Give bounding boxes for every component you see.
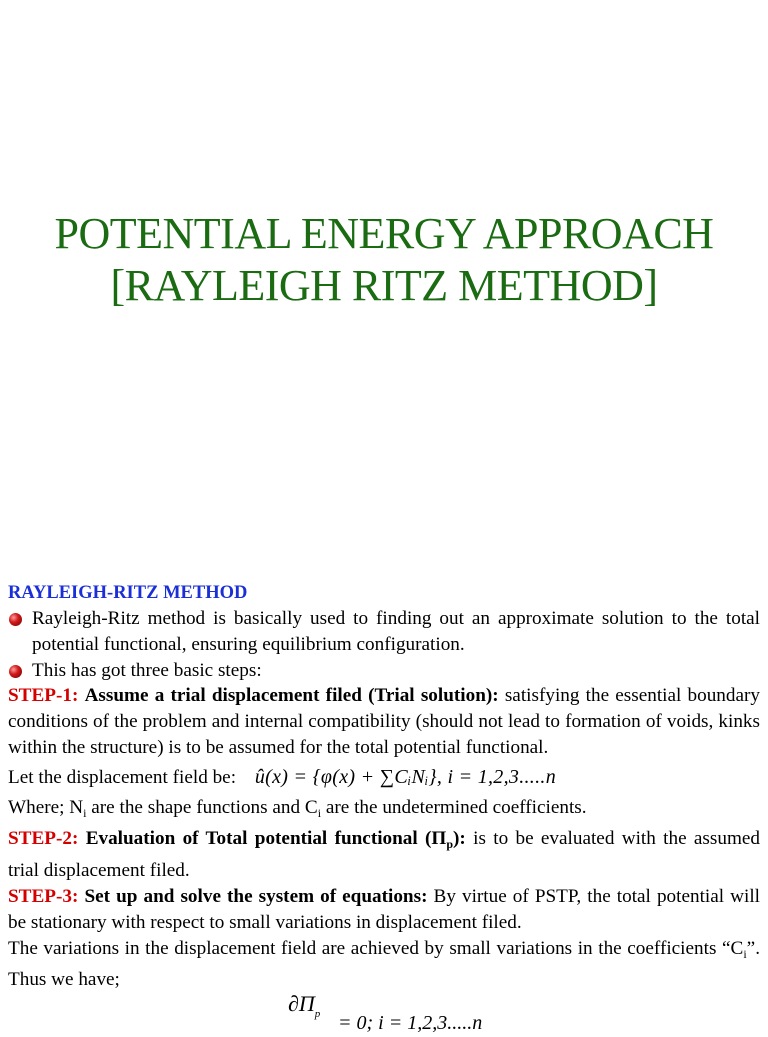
variations-paragraph: [8, 936, 760, 994]
step-2-bold-sub: p: [446, 837, 454, 852]
step-3-bold: Set up and solve the system of equations:: [84, 885, 428, 907]
variations-sub: i: [743, 946, 747, 961]
step-3-paragraph: [8, 884, 760, 936]
bullet-icon: [9, 665, 22, 678]
step-2-bold: [85, 828, 466, 852]
step-2-bold-text: Evaluation of Total potential functional (Π: [85, 828, 447, 850]
let-text: Let the displacement field be:: [8, 766, 237, 788]
step-2-paragraph: [8, 826, 760, 884]
step-1-text: satisfying the essential boundary conditions of the problem and internal compatibility (should not lead to formation of voids, kinks within the structure) is to be assumed for the total potential functional.: [8, 685, 760, 758]
bullet-text-2: This has got three basic steps:: [32, 659, 262, 681]
where-sub-2: i: [317, 805, 322, 820]
variations-text-a: The variations in the displacement field are achieved by small variations in the coefficients “C: [8, 937, 744, 959]
section-heading: RAYLEIGH-RITZ METHOD: [8, 583, 248, 603]
where-sub-1: i: [83, 805, 87, 820]
title-line-1: POTENTIAL ENERGY APPROACH: [54, 209, 714, 258]
step-3-text: By virtue of PSTP, the total potential will be stationary with respect to small variations in displacement filed.: [8, 885, 760, 933]
title-line-2: [RAYLEIGH RITZ METHOD]: [110, 261, 658, 310]
where-text-a: Where; N: [8, 796, 84, 818]
where-line: [8, 795, 760, 827]
displacement-line: [8, 765, 760, 791]
equation-numerator: [288, 991, 320, 1028]
where-text-b: are the shape functions and C: [91, 796, 318, 818]
where-text-c: are the undetermined coefficients.: [325, 796, 587, 818]
trial-formula: û(x) = {φ(x) + ∑CᵢNᵢ}, i = 1,2,3.....n: [254, 765, 556, 788]
bullet-icon: [9, 613, 22, 626]
content-body: [8, 580, 760, 1033]
variations-text-b: ”. Thus we have;: [8, 937, 760, 991]
page-title: [0, 208, 768, 312]
step-3-label: STEP-3:: [8, 885, 79, 907]
step-1-bold: Assume a trial displacement filed (Trial solution):: [84, 685, 499, 707]
equation-sub: p: [314, 1008, 321, 1021]
bullet-item-2: [8, 658, 760, 684]
step-2-text: is to be evaluated with the assumed trial displacement filed.: [8, 828, 760, 882]
equation-numerator-text: ∂Π: [288, 991, 315, 1017]
step-2-label: STEP-2:: [8, 828, 79, 850]
step-1-label: STEP-1:: [8, 685, 79, 707]
stationary-equation: [8, 993, 760, 1033]
bullet-text-1: Rayleigh-Ritz method is basically used to finding out an approximate solution to the total potential functional, ensuring equilibrium configuration.: [32, 608, 760, 655]
bullet-item-1: [8, 606, 760, 658]
step-2-bold-end: ):: [453, 828, 466, 850]
step-1-paragraph: [8, 683, 760, 760]
equation-rest: = 0; i = 1,2,3.....n: [338, 1012, 483, 1035]
